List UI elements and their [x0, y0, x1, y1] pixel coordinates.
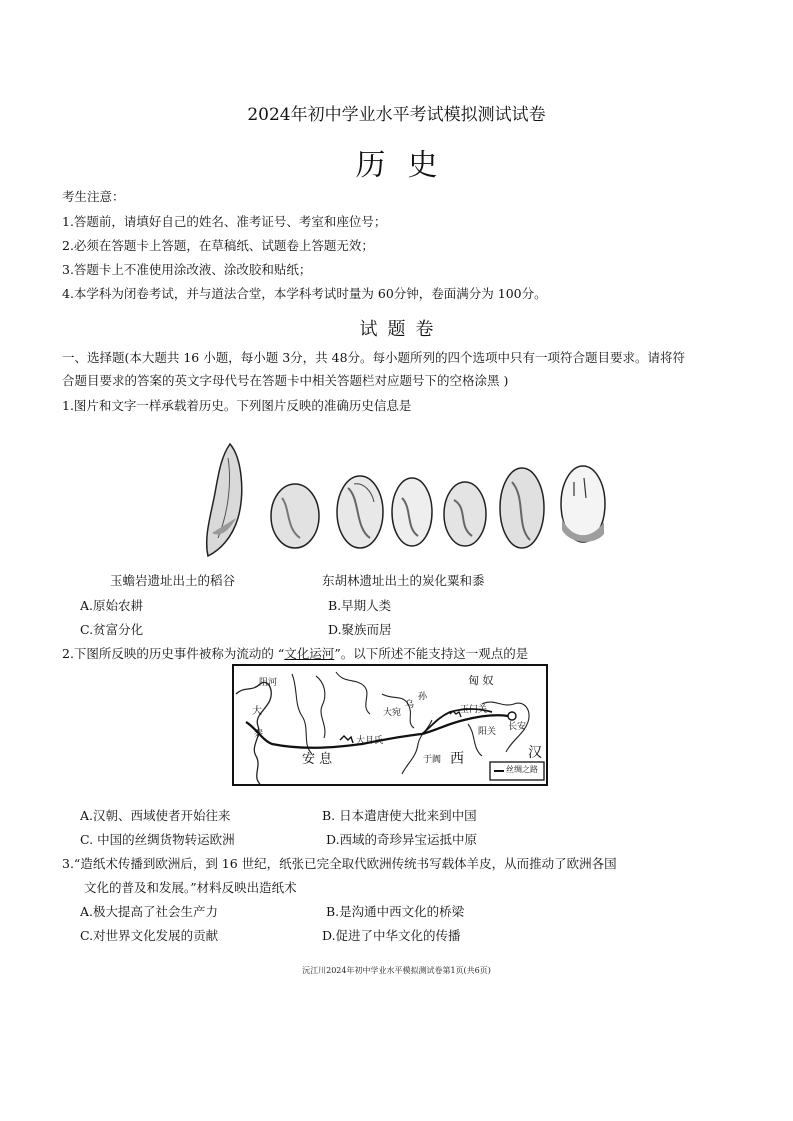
millet-grain-3 [392, 478, 432, 546]
section-instructions-line-2: 合题目要求的答案的英文字母代号在答题卡中相关答题栏对应题号下的空格涂黑 ) [62, 373, 509, 388]
q2-stem-part-1: 2.下图所反映的历史事件被称为流动的 “ [62, 646, 285, 661]
q1-caption-right: 东胡林遗址出土的炭化粟和黍 [322, 573, 485, 588]
q1-caption-left: 玉蟾岩遗址出土的稻谷 [110, 573, 236, 588]
notice-item-1: 1.答题前，请填好自己的姓名、准考证号、考室和座位号； [62, 214, 387, 229]
q1-option-c: C.贫富分化 [80, 622, 144, 637]
q3-option-d: D.促进了中华文化的传播 [322, 928, 461, 943]
map-label-da: 大 [252, 706, 262, 717]
q2-option-b: B. 日本遣唐使大批来到中国 [322, 808, 477, 823]
notice-item-3: 3.答题卡上不准使用涂改液、涂改胶和贴纸； [62, 262, 312, 277]
paper-title: 试题卷 [359, 319, 444, 340]
grain-photos [190, 438, 610, 563]
q2-stem [62, 644, 528, 662]
section-instructions-line-1: 一、选择题(本大题共 16 小题，每小题 3分，共 48分。每小题所列的四个选项中只有一项符合题目要求。请将符 [62, 350, 686, 365]
q1-stem: 1.图片和文字一样承载着历史。下列图片反映的准确历史信息是 [62, 398, 412, 413]
millet-grain-4 [444, 482, 486, 546]
q2-stem-part-2: ”。以下所述不能支持这一观点的是 [334, 646, 529, 661]
page-footer: 沅江川2024年初中学业水平模拟测试卷第1页(共6页) [302, 966, 491, 975]
map-label-han: 汉 [528, 745, 542, 761]
notice-item-4: 4.本学科为闭卷考试，并与道法合堂，本学科考试时量为 60分钟，卷面满分为 100分。 [62, 286, 547, 301]
map-label-anxi: 安 息 [302, 752, 333, 767]
map-legend-silk-road: 丝绸之路 [506, 765, 538, 774]
exam-title: 2024年初中学业水平考试模拟测试试卷 [247, 105, 546, 125]
map-label-xiongnu: 匈 奴 [468, 674, 494, 687]
subject-title: 历史 [355, 148, 460, 183]
q2-option-c: C. 中国的丝绸货物转运欧洲 [80, 832, 235, 847]
map-label-wu: 乌 [405, 700, 415, 710]
millet-grain-2 [337, 476, 383, 548]
millet-grain-5 [500, 468, 544, 548]
q2-option-a: A.汉朝、西域使者开始往来 [80, 808, 231, 823]
map-label-changan: 长安 [508, 722, 527, 732]
q1-option-d: D.聚族而居 [328, 622, 392, 637]
q1-option-a: A.原始农耕 [80, 598, 144, 613]
q1-option-b: B.早期人类 [328, 598, 392, 613]
millet-grain-6 [561, 466, 605, 542]
q3-stem-line-1: 3.“造纸术传播到欧洲后，到 16 世纪，纸张已完全取代欧洲传统书写载体羊皮，从而推动了欧洲各国 [62, 856, 617, 871]
q3-option-a: A.极大提高了社会生产力 [80, 904, 219, 919]
q3-option-b: B.是沟通中西文化的桥梁 [326, 904, 465, 919]
q3-stem-line-2: 文化的普及和发展。”材料反映出造纸术 [84, 880, 297, 895]
millet-grain-1 [271, 484, 319, 548]
rice-grain-image [207, 444, 242, 556]
q2-stem-underlined: 文化运河 [284, 646, 335, 661]
map-label-dayuan: 大宛 [383, 708, 402, 718]
map-label-river: 阻河 [259, 678, 278, 688]
map-label-qin: 秦 [254, 729, 264, 739]
map-label-xi: 西 [450, 751, 464, 767]
map-label-yangguan: 阳关 [478, 727, 497, 737]
map-label-yutian: 于阗 [423, 755, 442, 765]
map-label-yumenguan: 玉门关 [460, 705, 488, 715]
map-label-sun: 孙 [418, 692, 428, 702]
q2-option-d: D.西域的奇珍异宝运抵中原 [326, 832, 478, 847]
silk-road-map [232, 664, 548, 786]
notice-item-2: 2.必须在答题卡上答题，在草稿纸、试题卷上答题无效； [62, 238, 374, 253]
map-label-dayuezhi: 大月氏 [356, 736, 384, 746]
notice-heading: 考生注意： [62, 189, 125, 204]
q3-option-c: C.对世界文化发展的贡献 [80, 928, 219, 943]
